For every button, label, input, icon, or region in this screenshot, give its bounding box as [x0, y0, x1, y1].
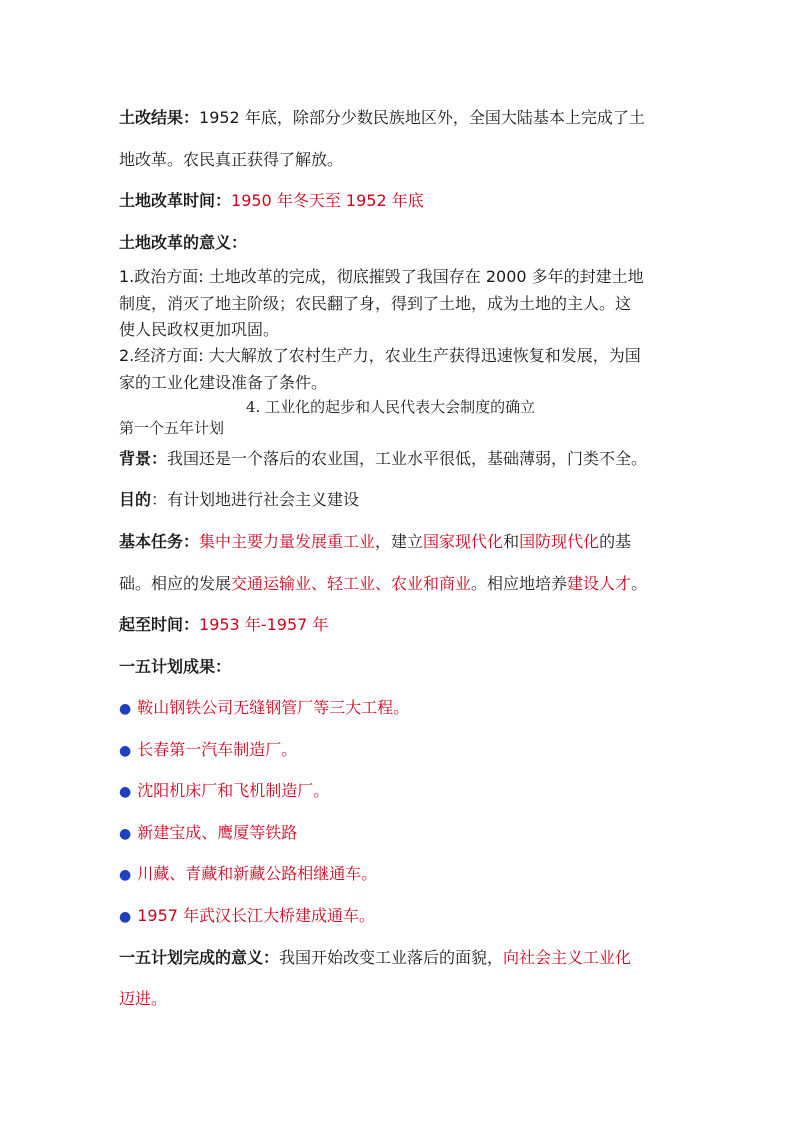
- completion-line-1: [119, 947, 631, 969]
- bullet-dot-icon: ●: [119, 867, 132, 883]
- period-value: 1953 年-1957 年: [199, 615, 329, 634]
- tasks-text: ，建立: [375, 532, 424, 551]
- tasks-red-text: 集中主要力量发展重工业: [199, 532, 376, 551]
- tasks-text: 础。相应的发展: [119, 574, 232, 593]
- significance-line: 家的工业化建设准备了条件。: [119, 373, 328, 392]
- land-reform-time-value: 1950 年冬天至 1952 年底: [231, 191, 424, 210]
- bullet-dot-icon: ●: [119, 784, 132, 800]
- background-text: 我国还是一个落后的农业国，工业水平很低，基础薄弱，门类不全。: [167, 449, 648, 468]
- period-label: 起至时间：: [119, 615, 200, 634]
- land-reform-time-label: 土地改革时间：: [119, 191, 232, 210]
- completion-text: 我国开始改变工业落后的面貌，: [279, 948, 504, 967]
- tasks-line-2: [119, 573, 647, 595]
- bullet-dot-icon: ●: [119, 909, 132, 925]
- land-reform-significance-heading: 土地改革的意义：: [119, 233, 248, 252]
- list-item: [119, 905, 375, 928]
- tasks-red-text: 交通运输业、轻工业、农业和商业: [231, 574, 472, 593]
- tasks-text: 的基: [599, 532, 632, 551]
- section-subheading: 第一个五年计划: [119, 419, 225, 437]
- list-item-text: 川藏、青藏和新藏公路相继通车。: [137, 864, 378, 883]
- land-reform-result-label: 土改结果：: [119, 108, 200, 127]
- period-line: [119, 614, 328, 636]
- tasks-red-text: 建设人才: [567, 574, 632, 593]
- land-reform-result-line-2: 地改革。农民真正获得了解放。: [119, 150, 344, 169]
- list-item: [119, 822, 297, 845]
- list-item: [119, 780, 329, 803]
- list-item-text: 鞍山钢铁公司无缝钢管厂等三大工程。: [137, 698, 410, 717]
- bullet-dot-icon: ●: [119, 826, 132, 842]
- section-heading: 4. 工业化的起步和人民代表大会制度的确立: [246, 398, 536, 416]
- list-item-text: 新建宝成、鹰厦等铁路: [137, 823, 298, 842]
- goal-line: [119, 489, 359, 511]
- completion-red-text: 向社会主义工业化: [503, 948, 632, 967]
- tasks-red-text: 国防现代化: [519, 532, 600, 551]
- goal-label: 目的: [119, 490, 152, 509]
- list-item: [119, 697, 409, 720]
- achievements-heading: 一五计划成果：: [119, 657, 232, 676]
- bullet-dot-icon: ●: [119, 701, 132, 717]
- list-item-text: 沈阳机床厂和飞机制造厂。: [137, 781, 330, 800]
- tasks-label: 基本任务：: [119, 532, 200, 551]
- tasks-text: 和: [503, 532, 520, 551]
- background-line: [119, 448, 647, 470]
- list-item-text: 长春第一汽车制造厂。: [137, 740, 298, 759]
- significance-line: 制度，消灭了地主阶级；农民翻了身，得到了土地，成为土地的主人。这: [119, 294, 632, 313]
- tasks-red-text: 国家现代化: [423, 532, 504, 551]
- land-reform-result-text: 1952 年底，除部分少数民族地区外，全国大陆基本上完成了土: [199, 108, 645, 127]
- tasks-text: 。: [631, 574, 648, 593]
- background-label: 背景：: [119, 449, 168, 468]
- list-item-text: 1957 年武汉长江大桥建成通车。: [137, 906, 376, 925]
- bullet-dot-icon: ●: [119, 743, 132, 759]
- completion-label: 一五计划完成的意义：: [119, 948, 280, 967]
- tasks-text: 。相应地培养: [471, 574, 568, 593]
- significance-line: 使人民政权更加巩固。: [119, 320, 280, 339]
- goal-text: ：有计划地进行社会主义建设: [151, 490, 360, 509]
- land-reform-result-line-1: [119, 107, 645, 129]
- significance-line: 1.政治方面: 土地改革的完成，彻底摧毁了我国存在 2000 多年的封建土地: [119, 267, 644, 286]
- significance-line: 2.经济方面: 大大解放了农村生产力，农业生产获得迅速恢复和发展，为国: [119, 346, 641, 365]
- list-item: [119, 739, 297, 762]
- completion-line-2: 迈进。: [119, 989, 168, 1008]
- list-item: [119, 863, 377, 886]
- land-reform-time-line: [119, 190, 424, 212]
- tasks-line-1: [119, 531, 631, 553]
